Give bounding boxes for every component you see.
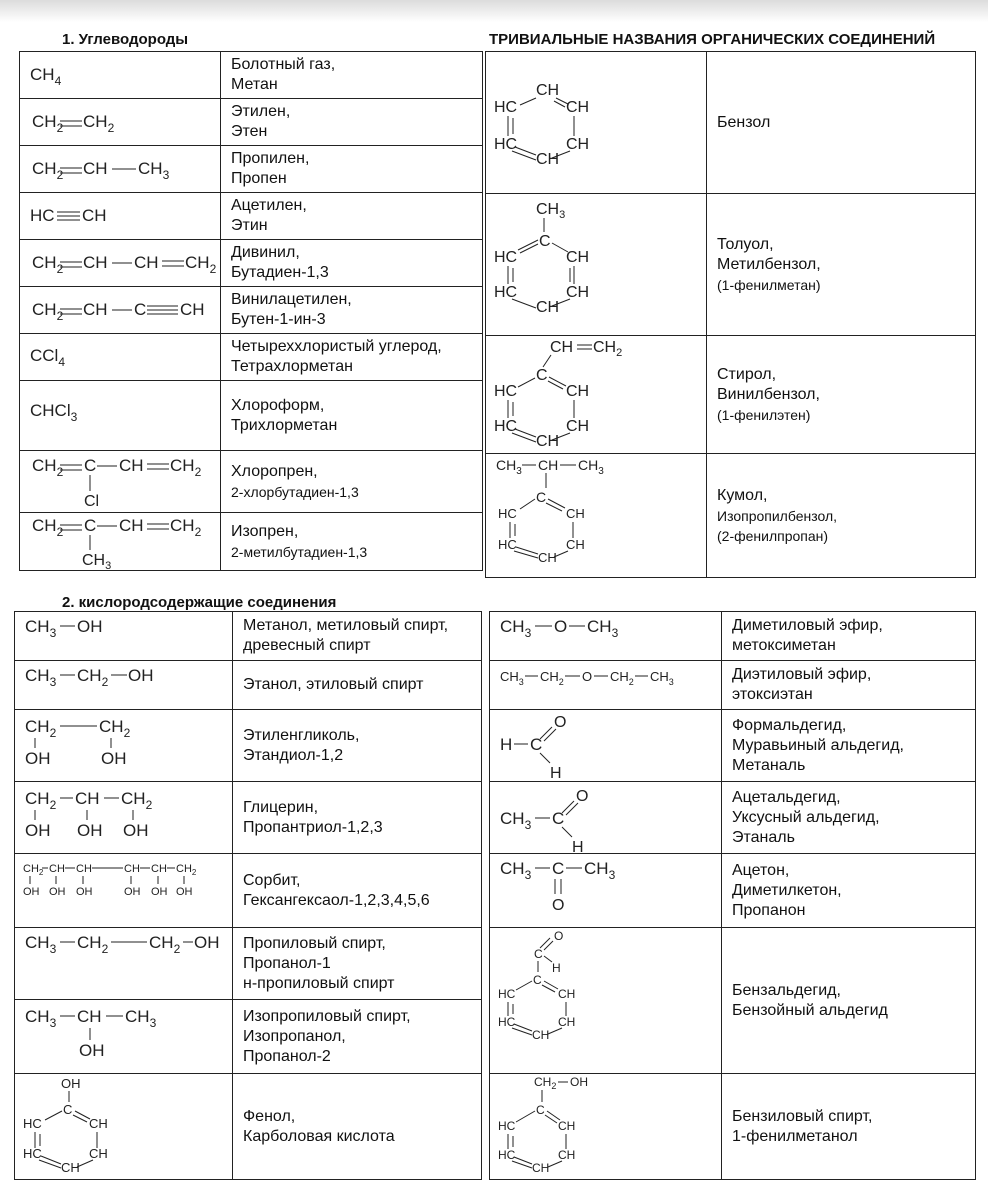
names-cell	[707, 194, 976, 336]
section2-heading: 2. кислородсодержащие соединения	[62, 594, 337, 611]
svg-text:CH: CH	[558, 1119, 576, 1133]
table-row	[15, 928, 482, 1000]
svg-text:CH2: $CH_2$	[170, 516, 202, 539]
svg-text:CH: CH	[83, 300, 108, 319]
svg-text:CH: CH	[77, 1007, 102, 1026]
compound-name: н-пропиловый спирт	[243, 974, 395, 992]
table-row	[486, 52, 976, 194]
compound-name: Бензойный альдегид	[732, 1001, 888, 1019]
structure-cumene	[486, 454, 707, 578]
table-row	[15, 782, 482, 854]
names-cell	[707, 52, 976, 194]
compound-name: (1-фенилметан)	[717, 276, 821, 293]
svg-text:O: O	[554, 617, 568, 636]
table-row	[486, 194, 976, 336]
svg-text:O: O	[582, 669, 593, 684]
svg-text:C: C	[534, 947, 543, 961]
compound-name: Бутадиен-1,3	[231, 264, 329, 281]
structure-phenol	[15, 1074, 233, 1180]
svg-text:HC: HC	[498, 537, 517, 552]
compound-name: Изопропиловый спирт,	[243, 1007, 411, 1025]
compound-name: метоксиметан	[732, 637, 836, 654]
compound-name: древесный спирт	[243, 637, 371, 654]
compound-name: (2-фенилпропан)	[717, 527, 829, 544]
svg-text:C: C	[134, 300, 147, 319]
names-cell	[221, 287, 483, 334]
svg-text:OH: OH	[23, 886, 40, 898]
formula-chloroprene	[20, 451, 221, 513]
svg-text:OH: OH	[570, 1075, 588, 1089]
svg-text:CH: CH	[134, 253, 159, 272]
svg-text:CH2: $CH_2$	[121, 789, 153, 812]
compound-name: Сорбит,	[243, 871, 301, 889]
compound-name: Метанол, метиловый спирт,	[243, 617, 449, 634]
names-cell	[221, 193, 483, 240]
svg-text:CH: CH	[124, 863, 140, 875]
table-row	[490, 854, 976, 928]
svg-text:OH: OH	[25, 749, 51, 768]
compound-name: Бутен-1-ин-3	[231, 311, 326, 328]
names-cell	[221, 381, 483, 451]
compound-name: Винилацетилен,	[231, 291, 352, 308]
names-cell	[722, 612, 976, 661]
compound-name: Трихлорметан	[231, 416, 338, 434]
compound-name: Метан	[231, 76, 278, 93]
names-cell	[707, 454, 976, 578]
table-row	[486, 336, 976, 454]
names-cell	[722, 928, 976, 1074]
svg-text:CH3: $CH_3$	[25, 1007, 57, 1030]
names-cell	[233, 661, 482, 710]
svg-text:H: H	[572, 839, 584, 853]
svg-text:HC: HC	[30, 206, 55, 225]
compound-name: Пропиловый спирт,	[243, 934, 386, 952]
names-cell	[722, 710, 976, 782]
svg-text:CH3: $CH_3$	[496, 457, 522, 477]
svg-text:CH2: $CH_2$	[32, 253, 64, 276]
svg-text:CH: CH	[566, 383, 590, 400]
svg-text:CH: CH	[83, 253, 108, 272]
svg-text:HC: HC	[498, 1119, 516, 1133]
svg-text:O: O	[552, 897, 565, 914]
table-row	[20, 240, 483, 287]
svg-text:OH: OH	[124, 886, 141, 898]
svg-text:CH2: $CH_2$	[25, 717, 57, 740]
compound-name: (1-фенилэтен)	[717, 406, 811, 423]
names-cell	[221, 52, 483, 99]
svg-text:CH2: $CH_2$	[534, 1075, 557, 1091]
table-row	[20, 334, 483, 381]
svg-text:HC: HC	[494, 284, 518, 301]
svg-text:CH: CH	[532, 1161, 550, 1175]
table-row	[486, 454, 976, 578]
svg-text:CH2: $CH_2$	[176, 863, 197, 877]
svg-text:OH: OH	[77, 617, 103, 636]
formula-ethanol	[15, 661, 233, 710]
table-row	[20, 287, 483, 334]
svg-text:CH: CH	[538, 457, 559, 473]
svg-text:CH: CH	[566, 284, 590, 301]
compound-name: Ацетальдегид,	[732, 788, 841, 806]
svg-text:CH2: $CH_2$	[25, 789, 57, 812]
oxygen-compounds-table-right	[489, 611, 976, 1180]
svg-text:CH: CH	[76, 863, 92, 875]
compound-name: Толуол,	[717, 235, 774, 253]
svg-text:CH: CH	[83, 159, 108, 178]
svg-text:CH: CH	[89, 1116, 108, 1131]
svg-text:C: C	[530, 735, 543, 754]
table-row	[490, 782, 976, 854]
names-cell	[233, 1000, 482, 1074]
svg-text:CH3: $CH_3$	[500, 669, 524, 687]
svg-text:CH2: $CH_2$	[149, 933, 181, 956]
svg-text:CH: CH	[532, 1028, 550, 1042]
names-cell	[722, 1074, 976, 1180]
svg-text:C: C	[84, 456, 97, 475]
compound-name: Этаналь	[732, 828, 795, 846]
names-cell	[233, 1074, 482, 1180]
names-cell	[722, 854, 976, 928]
svg-text:OH: OH	[128, 666, 154, 685]
compound-name: Фенол,	[243, 1107, 296, 1125]
names-cell	[233, 928, 482, 1000]
table-row	[15, 710, 482, 782]
compound-name: этоксиэтан	[732, 686, 813, 703]
svg-text:C: C	[536, 1103, 545, 1117]
compound-name: 2-хлорбутадиен-1,3	[231, 483, 359, 500]
compound-name: Пропантриол-1,2,3	[243, 818, 383, 836]
names-cell	[722, 661, 976, 710]
svg-text:CH: CH	[538, 550, 557, 565]
names-cell	[221, 240, 483, 287]
svg-text:OH: OH	[25, 821, 51, 840]
compound-name: Ацетон,	[732, 861, 790, 879]
svg-text:OH: OH	[123, 821, 149, 840]
svg-text:OH: OH	[176, 886, 193, 898]
svg-text:CH2: $CH_2$	[170, 456, 202, 479]
svg-text:H: H	[550, 765, 562, 781]
compound-name: Пропанон	[732, 901, 806, 919]
compound-name: Ацетилен,	[231, 197, 307, 214]
formula-dimethyl-ether	[490, 612, 722, 661]
svg-text:CH3: $CH_3$	[25, 617, 57, 640]
svg-text:C: C	[536, 489, 547, 505]
compound-name: Гексангексаол-1,2,3,4,5,6	[243, 891, 430, 909]
svg-text:CH3: $CH_3$	[500, 809, 532, 832]
oxygen-compounds-table-left	[14, 611, 482, 1180]
svg-text:HC: HC	[498, 1148, 516, 1162]
svg-text:HC: HC	[23, 1146, 42, 1161]
svg-text:CH: CH	[558, 1148, 576, 1162]
svg-text:CH: CH	[82, 206, 107, 225]
svg-text:CH: CH	[89, 1146, 108, 1161]
section1-heading: 1. Углеводороды	[62, 31, 189, 48]
compound-name: Пропанол-1	[243, 954, 331, 972]
table-row	[20, 99, 483, 146]
table-row	[490, 1074, 976, 1180]
formula-acetylene	[20, 193, 221, 240]
compound-name: Этиленгликоль,	[243, 726, 360, 744]
table-row	[15, 612, 482, 661]
formula-chcl3	[20, 381, 221, 451]
svg-text:CH2: $CH_2$	[32, 516, 64, 539]
svg-text:HC: HC	[494, 383, 518, 400]
formula-vinylacetylene	[20, 287, 221, 334]
svg-text:CH3: $CH_3$	[578, 457, 604, 477]
compound-name: Бензол	[717, 113, 771, 131]
hydrocarbons-table	[19, 51, 483, 571]
svg-text:CH3: $CH_3$	[25, 933, 57, 956]
svg-text:CH2: $CH_2$	[77, 666, 109, 689]
svg-text:CH: CH	[536, 82, 560, 99]
compound-name: Карболовая кислота	[243, 1127, 395, 1145]
svg-text:CH: CH	[566, 537, 585, 552]
compound-name: Глицерин,	[243, 798, 319, 816]
compound-name: Изопропанол,	[243, 1027, 346, 1045]
table-row	[20, 193, 483, 240]
svg-text:HC: HC	[494, 99, 518, 116]
compound-name: Стирол,	[717, 365, 777, 383]
compound-name: Изопропилбензол,	[717, 507, 838, 524]
svg-text:CH: CH	[75, 789, 100, 808]
compound-name: Бензиловый спирт,	[732, 1107, 873, 1125]
compound-name: Бензальдегид,	[732, 981, 841, 999]
svg-text:OH: OH	[49, 886, 66, 898]
svg-text:CH3: $CH_3$	[587, 617, 619, 640]
names-cell	[221, 99, 483, 146]
structure-toluene	[486, 194, 707, 336]
svg-text:CH2: $CH_2$	[185, 253, 217, 276]
compound-name: Дивинил,	[231, 244, 300, 261]
compound-name: Тетрахлорметан	[231, 358, 353, 375]
names-cell	[707, 336, 976, 454]
compound-name: Пропилен,	[231, 150, 310, 167]
svg-text:CH2: $CH_2$	[32, 300, 64, 323]
formula-ethylene-glycol	[15, 710, 233, 782]
svg-text:CH: CH	[536, 151, 560, 168]
compound-name: Этанол, этиловый спирт	[243, 676, 424, 693]
svg-text:CH2: $CH_2$	[77, 933, 109, 956]
structure-benzaldehyde	[490, 928, 722, 1074]
table-row	[15, 854, 482, 928]
formula-methanol	[15, 612, 233, 661]
formula-ccl4	[20, 334, 221, 381]
names-cell	[221, 513, 483, 571]
structure-styrene	[486, 336, 707, 454]
compound-name: Изопрен,	[231, 522, 299, 540]
compound-name: Четыреххлористый углерод,	[231, 338, 442, 355]
svg-text:C: C	[552, 859, 565, 878]
formula-glycerol	[15, 782, 233, 854]
svg-text:CH2: $CH_2$	[83, 112, 115, 135]
names-cell	[233, 612, 482, 661]
svg-text:OH: OH	[61, 1076, 81, 1091]
svg-text:CH3: $CH_3$	[500, 859, 532, 882]
svg-text:CH: CH	[536, 299, 560, 316]
svg-text:CH: CH	[566, 249, 590, 266]
compound-name: Уксусный альдегид,	[732, 808, 880, 826]
svg-text:CH: CH	[566, 506, 585, 521]
svg-text:CH: CH	[151, 863, 167, 875]
svg-text:HC: HC	[494, 418, 518, 435]
svg-text:OH: OH	[79, 1041, 105, 1060]
compound-name: Диэтиловый эфир,	[732, 666, 872, 683]
svg-text:C: C	[539, 233, 551, 250]
svg-text:OH: OH	[194, 933, 220, 952]
svg-text:CH: CH	[550, 339, 574, 356]
compound-name: Этандиол-1,2	[243, 746, 344, 764]
structure-acetaldehyde	[490, 782, 722, 854]
names-cell	[233, 854, 482, 928]
compound-name: Хлороформ,	[231, 396, 325, 414]
svg-text:CH: CH	[119, 516, 144, 535]
svg-text:CH: CH	[566, 136, 590, 153]
table-row	[20, 513, 483, 571]
svg-text:H: H	[500, 735, 513, 754]
compound-name: 2-метилбутадиен-1,3	[231, 543, 368, 560]
window-top-edge	[0, 0, 988, 22]
table-row	[20, 52, 483, 99]
svg-text:CH3: $CH_3$	[500, 617, 532, 640]
svg-text:CH2: $CH_2$	[23, 863, 44, 877]
compound-name: Болотный газ,	[231, 56, 336, 73]
svg-text:CH2: $CH_2$	[32, 456, 64, 479]
formula-sorbitol	[15, 854, 233, 928]
svg-text:C: C	[533, 973, 542, 987]
structure-benzene	[486, 52, 707, 194]
formula-isopropanol	[15, 1000, 233, 1074]
names-cell	[722, 782, 976, 854]
svg-text:CH: CH	[536, 433, 560, 450]
table-row	[20, 146, 483, 193]
svg-text:HC: HC	[498, 1015, 516, 1029]
svg-text:CH3: $CH_3$	[125, 1007, 157, 1030]
formula-propylene	[20, 146, 221, 193]
compound-name: Метаналь	[732, 756, 806, 774]
formula-ch4	[20, 52, 221, 99]
svg-text:CH2: $CH_2$	[540, 669, 564, 687]
svg-text:HC: HC	[494, 249, 518, 266]
table-row	[15, 1074, 482, 1180]
svg-text:CH: CH	[61, 1160, 80, 1175]
svg-text:CH2: $CH_2$	[593, 339, 623, 359]
svg-text:CH3: $CH_3$	[82, 552, 112, 570]
compound-name: Метилбензол,	[717, 255, 821, 273]
svg-text:HC: HC	[498, 987, 516, 1001]
svg-text:CH: CH	[558, 987, 576, 1001]
names-cell	[221, 146, 483, 193]
svg-text:CH: CH	[566, 99, 590, 116]
names-cell	[221, 451, 483, 513]
table-row	[490, 612, 976, 661]
svg-text:OH: OH	[77, 821, 103, 840]
svg-text:CH3: $CH_3$	[536, 201, 566, 221]
compound-name: Хлоропрен,	[231, 462, 318, 480]
svg-text:Cl: Cl	[84, 493, 100, 510]
svg-text:CH2: $CH_2$	[32, 112, 64, 135]
svg-text:O: O	[576, 788, 589, 805]
trivial-names-heading: ТРИВИАЛЬНЫЕ НАЗВАНИЯ ОРГАНИЧЕСКИХ СОЕДИНЕНИЙ	[489, 31, 936, 48]
compound-name: Пропанол-2	[243, 1047, 331, 1065]
table-row	[490, 928, 976, 1074]
compound-name: Пропен	[231, 170, 287, 187]
table-row	[15, 1000, 482, 1074]
aromatic-table	[485, 51, 976, 578]
compound-name: Диметиловый эфир,	[732, 617, 883, 634]
svg-text:CH3: $CH_3$	[650, 669, 674, 687]
svg-text:CCl4: CCl$_4$	[30, 346, 66, 369]
compound-name: Винилбензол,	[717, 385, 820, 403]
svg-text:C: C	[84, 516, 97, 535]
compound-name: Диметилкетон,	[732, 881, 842, 899]
compound-name: Этин	[231, 217, 268, 234]
svg-text:OH: OH	[76, 886, 93, 898]
svg-text:CH3: $CH_3$	[584, 859, 616, 882]
svg-text:CH: CH	[49, 863, 65, 875]
svg-text:CH2: $CH_2$	[99, 717, 131, 740]
compound-name: Формальдегид,	[732, 716, 847, 734]
svg-text:CHCl3: CHCl$_3$	[30, 401, 78, 424]
compound-name: 1-фенилметанол	[732, 1127, 858, 1145]
structure-benzyl-alcohol	[490, 1074, 722, 1180]
svg-text:H: H	[552, 961, 561, 975]
compound-name: Муравьиный альдегид,	[732, 736, 904, 754]
compound-name: Этилен,	[231, 103, 291, 120]
formula-diethyl-ether	[490, 661, 722, 710]
compound-name: Этен	[231, 123, 268, 140]
compound-name: Кумол,	[717, 486, 768, 504]
svg-text:CH3: $CH_3$	[138, 159, 170, 182]
svg-text:C: C	[63, 1102, 73, 1117]
svg-text:CH: CH	[558, 1015, 576, 1029]
formula-isoprene	[20, 513, 221, 571]
svg-text:CH3: $CH_3$	[25, 666, 57, 689]
table-row	[490, 710, 976, 782]
table-row	[490, 661, 976, 710]
svg-text:CH: CH	[566, 418, 590, 435]
formula-propanol	[15, 928, 233, 1000]
svg-text:O: O	[554, 714, 567, 731]
names-cell	[233, 710, 482, 782]
svg-text:CH: CH	[180, 300, 205, 319]
structure-formaldehyde	[490, 710, 722, 782]
svg-text:OH: OH	[101, 749, 127, 768]
svg-text:CH: CH	[119, 456, 144, 475]
svg-text:C: C	[552, 809, 565, 828]
svg-text:HC: HC	[23, 1116, 42, 1131]
table-row	[20, 381, 483, 451]
table-row	[20, 451, 483, 513]
svg-text:O: O	[554, 929, 564, 943]
formula-acetone	[490, 854, 722, 928]
formula-divinyl	[20, 240, 221, 287]
svg-text:OH: OH	[151, 886, 168, 898]
names-cell	[221, 334, 483, 381]
svg-text:CH4: $CH_4$	[30, 65, 62, 88]
svg-text:C: C	[536, 367, 548, 384]
svg-text:CH2: $CH_2$	[32, 159, 64, 182]
svg-text:HC: HC	[494, 136, 518, 153]
svg-text:HC: HC	[498, 506, 517, 521]
formula-ethylene	[20, 99, 221, 146]
table-row	[15, 661, 482, 710]
names-cell	[233, 782, 482, 854]
svg-text:CH2: $CH_2$	[610, 669, 634, 687]
